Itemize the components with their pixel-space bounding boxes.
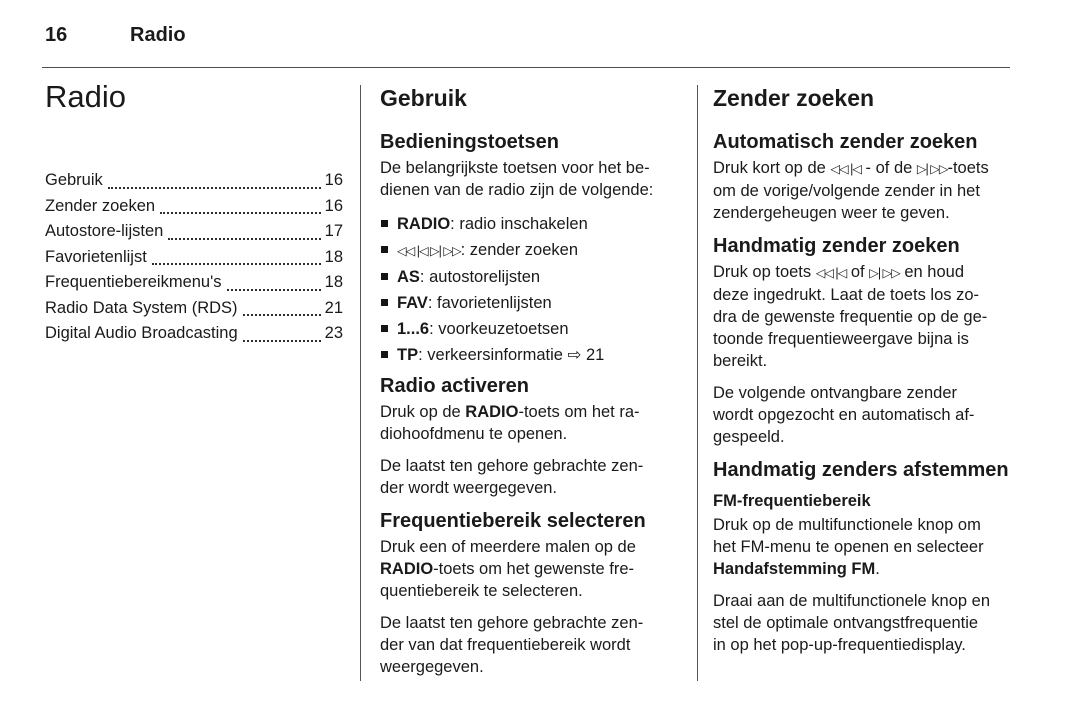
toc-item xyxy=(45,245,343,271)
paragraph: Druk op de multifunctionele knop om het FM-menu te openen en selecteer Handafstemming FM. xyxy=(713,516,984,578)
list-item xyxy=(380,237,682,264)
list-item xyxy=(380,264,682,290)
subsection-heading-bedieningstoetsen: Bedieningstoetsen xyxy=(380,131,559,153)
middle-column xyxy=(380,84,682,688)
bullet-text: TP: verkeersinformatie ⇨ 21 xyxy=(397,346,605,364)
list-item xyxy=(380,290,682,316)
subsection-heading-frequentiebereik-selecteren: Frequentiebereik selecteren xyxy=(380,510,646,532)
header-chapter-title: Radio xyxy=(130,24,186,46)
toc-label: Digital Audio Broadcasting xyxy=(45,324,238,342)
seek-keys-icon: ▷| ▷▷ xyxy=(869,266,900,280)
toc-leader xyxy=(160,212,321,214)
bullet-text: FAV: favorietenlijsten xyxy=(397,294,552,312)
bullet-text: ◁◁ |◁ ▷| ▷▷: zender zoeken xyxy=(397,241,579,259)
right-column xyxy=(713,84,1015,666)
list-item xyxy=(380,316,682,342)
toc-page-number: 23 xyxy=(324,324,343,342)
toc-item xyxy=(45,270,343,296)
toc-page-number: 18 xyxy=(324,247,343,266)
toc-page-number: 18 xyxy=(324,273,343,291)
table-of-contents xyxy=(45,168,343,347)
seek-keys-icon: ▷| ▷▷ xyxy=(916,162,948,176)
list-item xyxy=(380,211,682,237)
left-column xyxy=(45,80,343,347)
toc-page-number: 16 xyxy=(324,196,343,215)
toc-item xyxy=(45,321,343,347)
toc-item xyxy=(45,296,343,322)
subsection-heading-automatisch-zender-zoeken: Automatisch zender zoeken xyxy=(713,131,978,153)
list-item xyxy=(380,342,682,368)
bullet-square-icon xyxy=(381,325,388,332)
toc-label: Zender zoeken xyxy=(45,196,156,215)
paragraph: Druk een of meerdere malen op de RADIO-toets om het gewenste fre- quentiebereik te selecteren. xyxy=(380,538,636,600)
bullet-square-icon xyxy=(381,220,388,227)
toc-leader xyxy=(168,238,320,240)
toc-label: Favorietenlijst xyxy=(45,247,147,266)
bullet-text: AS: autostorelijsten xyxy=(397,268,541,286)
bullet-square-icon xyxy=(381,299,388,306)
bullet-square-icon xyxy=(381,351,388,358)
bullet-text: RADIO: radio inschakelen xyxy=(397,215,588,233)
toc-page-number: 21 xyxy=(324,298,343,317)
column-divider xyxy=(697,85,698,681)
paragraph: Druk kort op de ◁◁ |◁ - of de ▷| ▷▷-toets om de vorige/volgende zender in het zendergeheugen weer te geven. xyxy=(713,159,989,222)
toc-label: Radio Data System (RDS) xyxy=(45,298,238,317)
toc-item xyxy=(45,219,343,245)
subsection-heading-handmatig-zender-zoeken: Handmatig zender zoeken xyxy=(713,235,960,257)
header-rule xyxy=(42,67,1010,68)
seek-keys-icon: ◁◁ |◁ ▷| ▷▷ xyxy=(397,244,461,258)
seek-keys-icon: ◁◁ |◁ xyxy=(815,266,847,280)
toc-leader xyxy=(243,340,321,342)
paragraph: De volgende ontvangbare zender wordt opgezocht en automatisch af- gespeeld. xyxy=(713,384,975,446)
header-page-number: 16 xyxy=(45,24,68,46)
toc-leader xyxy=(108,187,321,189)
paragraph: De laatst ten gehore gebrachte zen- der van dat frequentiebereik wordt weergegeven. xyxy=(380,614,644,676)
subsection-heading-radio-activeren: Radio activeren xyxy=(380,375,529,397)
section-heading-zender-zoeken: Zender zoeken xyxy=(713,85,875,111)
bullet-square-icon xyxy=(381,273,388,280)
paragraph: De belangrijkste toetsen voor het be- dienen van de radio zijn de volgende: xyxy=(380,159,654,199)
toc-item xyxy=(45,168,343,194)
subsubsection-heading-fm-frequentiebereik: FM-frequentiebereik xyxy=(713,492,871,510)
subsection-heading-handmatig-zenders-afstemmen: Handmatig zenders afstemmen xyxy=(713,459,1009,481)
toc-label: Autostore-lijsten xyxy=(45,222,164,240)
page-title: Radio xyxy=(45,79,126,114)
toc-page-number: 17 xyxy=(324,222,343,240)
toc-label: Gebruik xyxy=(45,171,103,189)
bullet-text: 1...6: voorkeuzetoetsen xyxy=(397,320,569,338)
section-heading-gebruik: Gebruik xyxy=(380,85,467,111)
paragraph: Druk op toets ◁◁ |◁ of ▷| ▷▷ en houd deze ingedrukt. Laat de toets los zo- dra de gewenste frequentie op de ge- toonde frequentieweergave bijna is bereikt. xyxy=(713,263,988,370)
column-divider xyxy=(360,85,361,681)
toc-leader xyxy=(243,314,321,316)
seek-keys-icon: ◁◁ |◁ xyxy=(830,162,861,176)
bullet-list xyxy=(380,211,682,368)
toc-item xyxy=(45,194,343,220)
paragraph: Draai aan de multifunctionele knop en stel de optimale ontvangstfrequentie in op het pop-up-frequentiedisplay. xyxy=(713,592,991,654)
toc-leader xyxy=(227,289,321,291)
paragraph: Druk op de RADIO-toets om het ra- diohoofdmenu te openen. xyxy=(380,403,640,443)
toc-label: Frequentiebereikmenu's xyxy=(45,273,222,291)
paragraph: De laatst ten gehore gebrachte zen- der wordt weergegeven. xyxy=(380,457,644,497)
toc-page-number: 16 xyxy=(324,171,343,189)
bullet-square-icon xyxy=(381,246,388,253)
toc-leader xyxy=(152,263,321,265)
